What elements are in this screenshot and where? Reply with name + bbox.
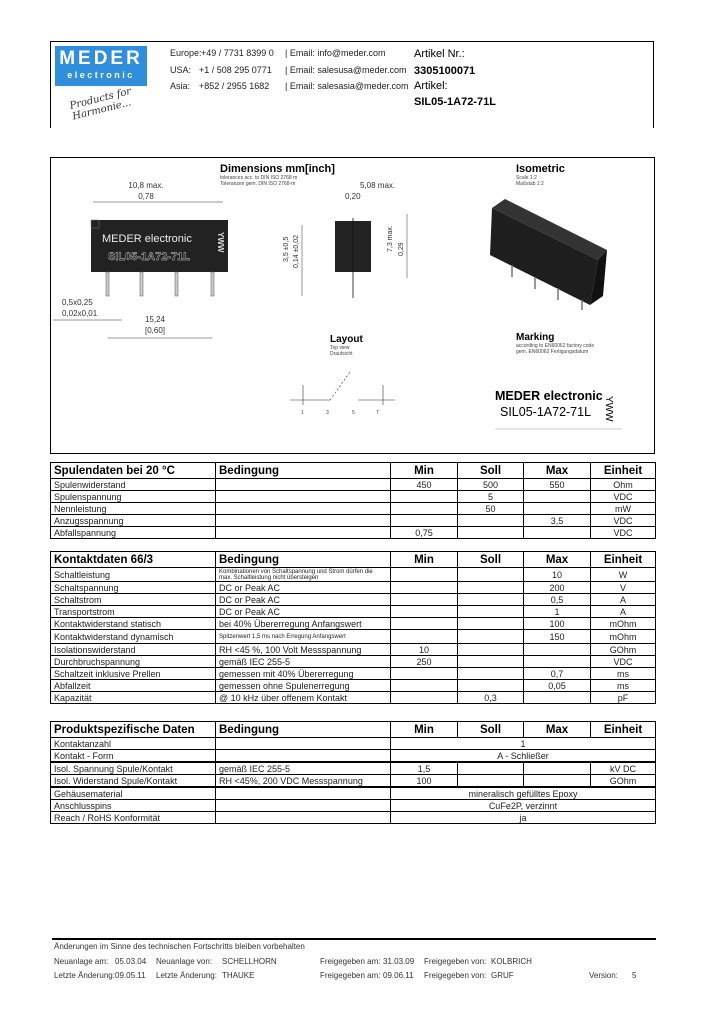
unit: VDC — [591, 527, 656, 539]
value: A - Schließer — [391, 750, 656, 763]
marking-line1: MEDER electronic — [495, 389, 603, 403]
nominal-value — [458, 762, 524, 775]
unit: mOhm — [591, 630, 656, 644]
param-name: Durchbruchspannung — [51, 656, 216, 668]
condition: Kombinationen von Schaltspannung und Strom dürfen die max. Schaltleistung nicht übersteigen — [216, 568, 391, 582]
col-header: Bedingung — [216, 552, 391, 568]
nominal-value — [458, 656, 524, 668]
nominal-value — [458, 618, 524, 630]
min-value: 1,5 — [391, 762, 458, 775]
table-header-row — [51, 463, 656, 479]
table-title: Spulendaten bei 20 °C — [51, 463, 216, 479]
condition: DC or Peak AC — [216, 594, 391, 606]
pin-label: 5 — [352, 410, 355, 416]
contact-region: USA: — [170, 65, 192, 75]
marking-sub: according to EN60062 factory code — [516, 343, 595, 349]
contact-email[interactable]: | Email: info@meder.com — [285, 48, 386, 58]
body-yww: YWW — [216, 232, 225, 253]
condition: DC or Peak AC — [216, 582, 391, 594]
value: mineralisch gefülltes Epoxy — [391, 787, 656, 800]
condition — [216, 812, 391, 824]
product-data-table — [50, 721, 656, 824]
unit: mOhm — [591, 618, 656, 630]
letzte-aenderung: 09.05.11 — [115, 971, 146, 980]
max-value — [524, 503, 591, 515]
table-row — [51, 800, 656, 812]
condition — [216, 479, 391, 491]
condition — [216, 787, 391, 800]
value: CuFe2P, verzinnt — [391, 800, 656, 812]
footer-divider — [52, 938, 656, 940]
dimensions-note: Toleranzen gem. DIN ISO 2768-m — [220, 181, 296, 187]
param-name: Kontakt - Form — [51, 750, 216, 763]
table-row — [51, 812, 656, 824]
param-name: Kontaktwiderstand dynamisch — [51, 630, 216, 644]
unit: V — [591, 582, 656, 594]
nominal-value — [458, 680, 524, 692]
table-row — [51, 630, 656, 644]
freigegeben-von: KOLBRICH — [491, 957, 532, 966]
min-value — [391, 568, 458, 582]
min-value — [391, 630, 458, 644]
nominal-value — [458, 582, 524, 594]
table-row — [51, 568, 656, 582]
condition: bei 40% Übererregung Anfangswert — [216, 618, 391, 630]
min-value: 100 — [391, 775, 458, 788]
param-name: Isolationswiderstand — [51, 644, 216, 656]
col-header: Min — [391, 552, 458, 568]
min-value: 0,75 — [391, 527, 458, 539]
unit: A — [591, 594, 656, 606]
param-name: Schaltzeit inklusive Prellen — [51, 668, 216, 680]
freigegeben-am: 09.06.11 — [383, 971, 414, 980]
nominal-value — [458, 606, 524, 618]
param-name: Schaltleistung — [51, 568, 216, 582]
condition: gemessen mit 40% Übererregung — [216, 668, 391, 680]
min-value — [391, 582, 458, 594]
table-row — [51, 762, 656, 775]
col-header: Min — [391, 722, 458, 738]
unit: VDC — [591, 515, 656, 527]
table-row — [51, 644, 656, 656]
max-value — [524, 775, 591, 788]
table-title: Kontaktdaten 66/3 — [51, 552, 216, 568]
layout-sub: Top view — [330, 345, 350, 351]
nominal-value — [458, 594, 524, 606]
max-value: 550 — [524, 479, 591, 491]
max-value: 200 — [524, 582, 591, 594]
pin-label: 3 — [326, 410, 329, 416]
unit: ms — [591, 680, 656, 692]
col-header: Bedingung — [216, 463, 391, 479]
freigegeben-von-label: Freigegeben von: — [424, 957, 487, 966]
isometric-title: Isometric — [516, 163, 565, 175]
unit: VDC — [591, 491, 656, 503]
unit: VDC — [591, 656, 656, 668]
coil-data-table — [50, 462, 656, 539]
table-row — [51, 775, 656, 788]
condition: gemessen ohne Spulenerregung — [216, 680, 391, 692]
max-value: 150 — [524, 630, 591, 644]
table-title: Produktspezifische Daten — [51, 722, 216, 738]
neuanlage-von: SCHELLHORN — [222, 957, 277, 966]
table-header-row — [51, 552, 656, 568]
value: 1 — [391, 738, 656, 750]
side-width-inch: 0,20 — [345, 192, 361, 201]
min-value — [391, 668, 458, 680]
contact-email[interactable]: | Email: salesasia@meder.com — [285, 81, 409, 91]
nominal-value: 0,3 — [458, 692, 524, 704]
unit: ms — [591, 668, 656, 680]
max-value: 0,5 — [524, 594, 591, 606]
max-value: 100 — [524, 618, 591, 630]
param-name: Anschlusspins — [51, 800, 216, 812]
table-row — [51, 606, 656, 618]
condition — [216, 750, 391, 763]
layout-title: Layout — [330, 334, 363, 345]
condition — [216, 738, 391, 750]
col-header: Soll — [458, 722, 524, 738]
dimensions-title: Dimensions mm[inch] — [220, 163, 335, 175]
artikel-value: SIL05-1A72-71L — [414, 96, 496, 108]
condition — [216, 527, 391, 539]
condition: RH <45 %, 100 Volt Messspannung — [216, 644, 391, 656]
param-name: Gehäusematerial — [51, 787, 216, 800]
min-value — [391, 606, 458, 618]
max-value: 1 — [524, 606, 591, 618]
max-value: 0,05 — [524, 680, 591, 692]
dimensions-note: tolerances acc. to DIN ISO 2768 m — [220, 175, 298, 181]
table-row — [51, 787, 656, 800]
neuanlage-am-label: Neuanlage am: — [54, 957, 109, 966]
artikel-label: Artikel: — [414, 80, 448, 92]
table-row — [51, 594, 656, 606]
relay-front-body — [91, 220, 228, 272]
nominal-value — [458, 630, 524, 644]
unit: mW — [591, 503, 656, 515]
version: 5 — [632, 971, 637, 980]
freigegeben-am: 31.03.09 — [383, 957, 415, 966]
param-name: Isol. Widerstand Spule/Kontakt — [51, 775, 216, 788]
contact-phone: +49 / 7731 8399 0 — [201, 48, 274, 58]
unit: Ohm — [591, 479, 656, 491]
col-header: Soll — [458, 463, 524, 479]
unit: pF — [591, 692, 656, 704]
nominal-value — [458, 568, 524, 582]
col-header: Max — [524, 463, 591, 479]
col-header: Max — [524, 552, 591, 568]
col-header: Einheit — [591, 722, 656, 738]
body-marking-2: SIL05-1A72-71L — [108, 251, 190, 263]
param-name: Abfallzeit — [51, 680, 216, 692]
pin-length-dim: 3,5 ±0,5 — [283, 236, 290, 262]
height-dim: 7,3 max. — [387, 225, 394, 252]
version-label: Version: — [589, 971, 618, 980]
param-name: Nennleistung — [51, 503, 216, 515]
max-value — [524, 656, 591, 668]
condition — [216, 503, 391, 515]
max-value: 0,7 — [524, 668, 591, 680]
param-name: Kapazität — [51, 692, 216, 704]
max-value — [524, 527, 591, 539]
relay-pins — [106, 272, 214, 296]
contact-region: Asia: — [170, 81, 191, 91]
marking-yww: YWW — [603, 396, 614, 422]
marking-sub: gem. EN60062 Fertigungsdatum — [516, 349, 589, 355]
nominal-value: 500 — [458, 479, 524, 491]
condition: Spitzenwert 1,5 ms nach Erregung Anfangswert — [216, 630, 391, 644]
front-width-inch: 0,78 — [138, 192, 154, 201]
col-header: Einheit — [591, 463, 656, 479]
unit: A — [591, 606, 656, 618]
min-value — [391, 491, 458, 503]
condition: @ 10 kHz über offenem Kontakt — [216, 692, 391, 704]
artikel-nr: 3305100071 — [414, 65, 476, 77]
condition — [216, 800, 391, 812]
value: ja — [391, 812, 656, 824]
pin-label: 1 — [301, 410, 304, 416]
table-row — [51, 491, 656, 503]
unit: GOhm — [591, 644, 656, 656]
logo-line1: MEDER — [59, 48, 143, 69]
pin-dim-inch: 0,02x0,01 — [62, 309, 98, 318]
max-value — [524, 491, 591, 503]
col-header: Min — [391, 463, 458, 479]
condition — [216, 515, 391, 527]
layout-sub: Draufsicht — [330, 351, 353, 357]
table-row — [51, 750, 656, 763]
nominal-value — [458, 668, 524, 680]
table-row — [51, 582, 656, 594]
freigegeben-am-label: Freigegeben am: — [320, 971, 381, 980]
table-row — [51, 618, 656, 630]
unit: W — [591, 568, 656, 582]
nominal-value: 5 — [458, 491, 524, 503]
technical-drawing — [0, 0, 720, 460]
contact-phone: +852 / 2955 1682 — [199, 81, 270, 91]
max-value: 3,5 — [524, 515, 591, 527]
param-name: Anzugsspannung — [51, 515, 216, 527]
min-value: 10 — [391, 644, 458, 656]
unit: kV DC — [591, 762, 656, 775]
marking-title: Marking — [516, 332, 555, 343]
pin-length-inch: 0,14 ±0,02 — [293, 234, 300, 268]
pin-label: 7 — [376, 410, 379, 416]
front-width-dim: 10,8 max. — [128, 181, 164, 190]
logo-line2: electronic — [67, 70, 135, 80]
contact-schematic — [290, 372, 395, 405]
nominal-value — [458, 527, 524, 539]
letzte-aenderung-label: Letzte Änderung: — [54, 971, 115, 980]
condition: gemäß IEC 255-5 — [216, 656, 391, 668]
param-name: Kontaktanzahl — [51, 738, 216, 750]
param-name: Spulenspannung — [51, 491, 216, 503]
relay-isometric-view — [490, 199, 607, 310]
slogan-signature: Products for Harmonie... — [68, 86, 133, 123]
max-value — [524, 692, 591, 704]
contact-phone: +1 / 508 295 0771 — [199, 65, 272, 75]
nominal-value: 50 — [458, 503, 524, 515]
footer-note: Änderungen im Sinne des technischen Fortschritts bleiben vorbehalten — [54, 942, 305, 951]
max-value: 10 — [524, 568, 591, 582]
param-name: Schaltstrom — [51, 594, 216, 606]
col-header: Einheit — [591, 552, 656, 568]
table-row — [51, 503, 656, 515]
table-row — [51, 656, 656, 668]
condition: DC or Peak AC — [216, 606, 391, 618]
contact-region: Europe: — [170, 48, 202, 58]
table-row — [51, 738, 656, 750]
min-value — [391, 515, 458, 527]
neuanlage-von-label: Neuanlage von: — [156, 957, 213, 966]
nominal-value — [458, 644, 524, 656]
contact-data-table — [50, 551, 656, 704]
isometric-scale: Maßstab 1:2 — [516, 181, 544, 187]
min-value — [391, 503, 458, 515]
param-name: Spulenwiderstand — [51, 479, 216, 491]
min-value: 450 — [391, 479, 458, 491]
param-name: Kontaktwiderstand statisch — [51, 618, 216, 630]
min-value — [391, 594, 458, 606]
table-header-row — [51, 722, 656, 738]
condition — [216, 491, 391, 503]
table-row — [51, 479, 656, 491]
table-row — [51, 527, 656, 539]
condition: RH <45%, 200 VDC Messspannung — [216, 775, 391, 788]
param-name: Isol. Spannung Spule/Kontakt — [51, 762, 216, 775]
letzte-aenderung-von: THAUKE — [222, 971, 255, 980]
pitch-dim: 15,24 — [144, 315, 166, 324]
col-header: Max — [524, 722, 591, 738]
freigegeben-von: GRUF — [491, 971, 514, 980]
min-value: 250 — [391, 656, 458, 668]
unit: GOhm — [591, 775, 656, 788]
isometric-scale: Scale 1:2 — [516, 175, 537, 181]
param-name: Abfallspannung — [51, 527, 216, 539]
max-value — [524, 762, 591, 775]
nominal-value — [458, 775, 524, 788]
min-value — [391, 618, 458, 630]
condition: gemäß IEC 255-5 — [216, 762, 391, 775]
param-name: Transportstrom — [51, 606, 216, 618]
body-marking-1: MEDER electronic — [102, 233, 192, 245]
table-row — [51, 680, 656, 692]
contact-email[interactable]: | Email: salesusa@meder.com — [285, 65, 407, 75]
pitch-inch: [0,60] — [144, 326, 166, 335]
min-value — [391, 692, 458, 704]
col-header: Bedingung — [216, 722, 391, 738]
table-row — [51, 692, 656, 704]
nominal-value — [458, 515, 524, 527]
table-row — [51, 668, 656, 680]
param-name: Schaltspannung — [51, 582, 216, 594]
letzte-aenderung-von-label: Letzte Änderung: — [156, 971, 217, 980]
side-width-dim: 5,08 max. — [360, 181, 396, 190]
col-header: Soll — [458, 552, 524, 568]
artikel-nr-label: Artikel Nr.: — [414, 48, 465, 60]
freigegeben-am-label: Freigegeben am: — [320, 957, 381, 966]
param-name: Reach / RoHS Konformität — [51, 812, 216, 824]
max-value — [524, 644, 591, 656]
marking-line2: SIL05-1A72-71L — [500, 405, 592, 419]
freigegeben-von-label: Freigegeben von: — [424, 971, 487, 980]
height-inch: 0,29 — [398, 242, 405, 256]
min-value — [391, 680, 458, 692]
neuanlage-am: 05.03.04 — [115, 957, 147, 966]
pin-dim: 0,5x0,25 — [62, 298, 93, 307]
table-row — [51, 515, 656, 527]
